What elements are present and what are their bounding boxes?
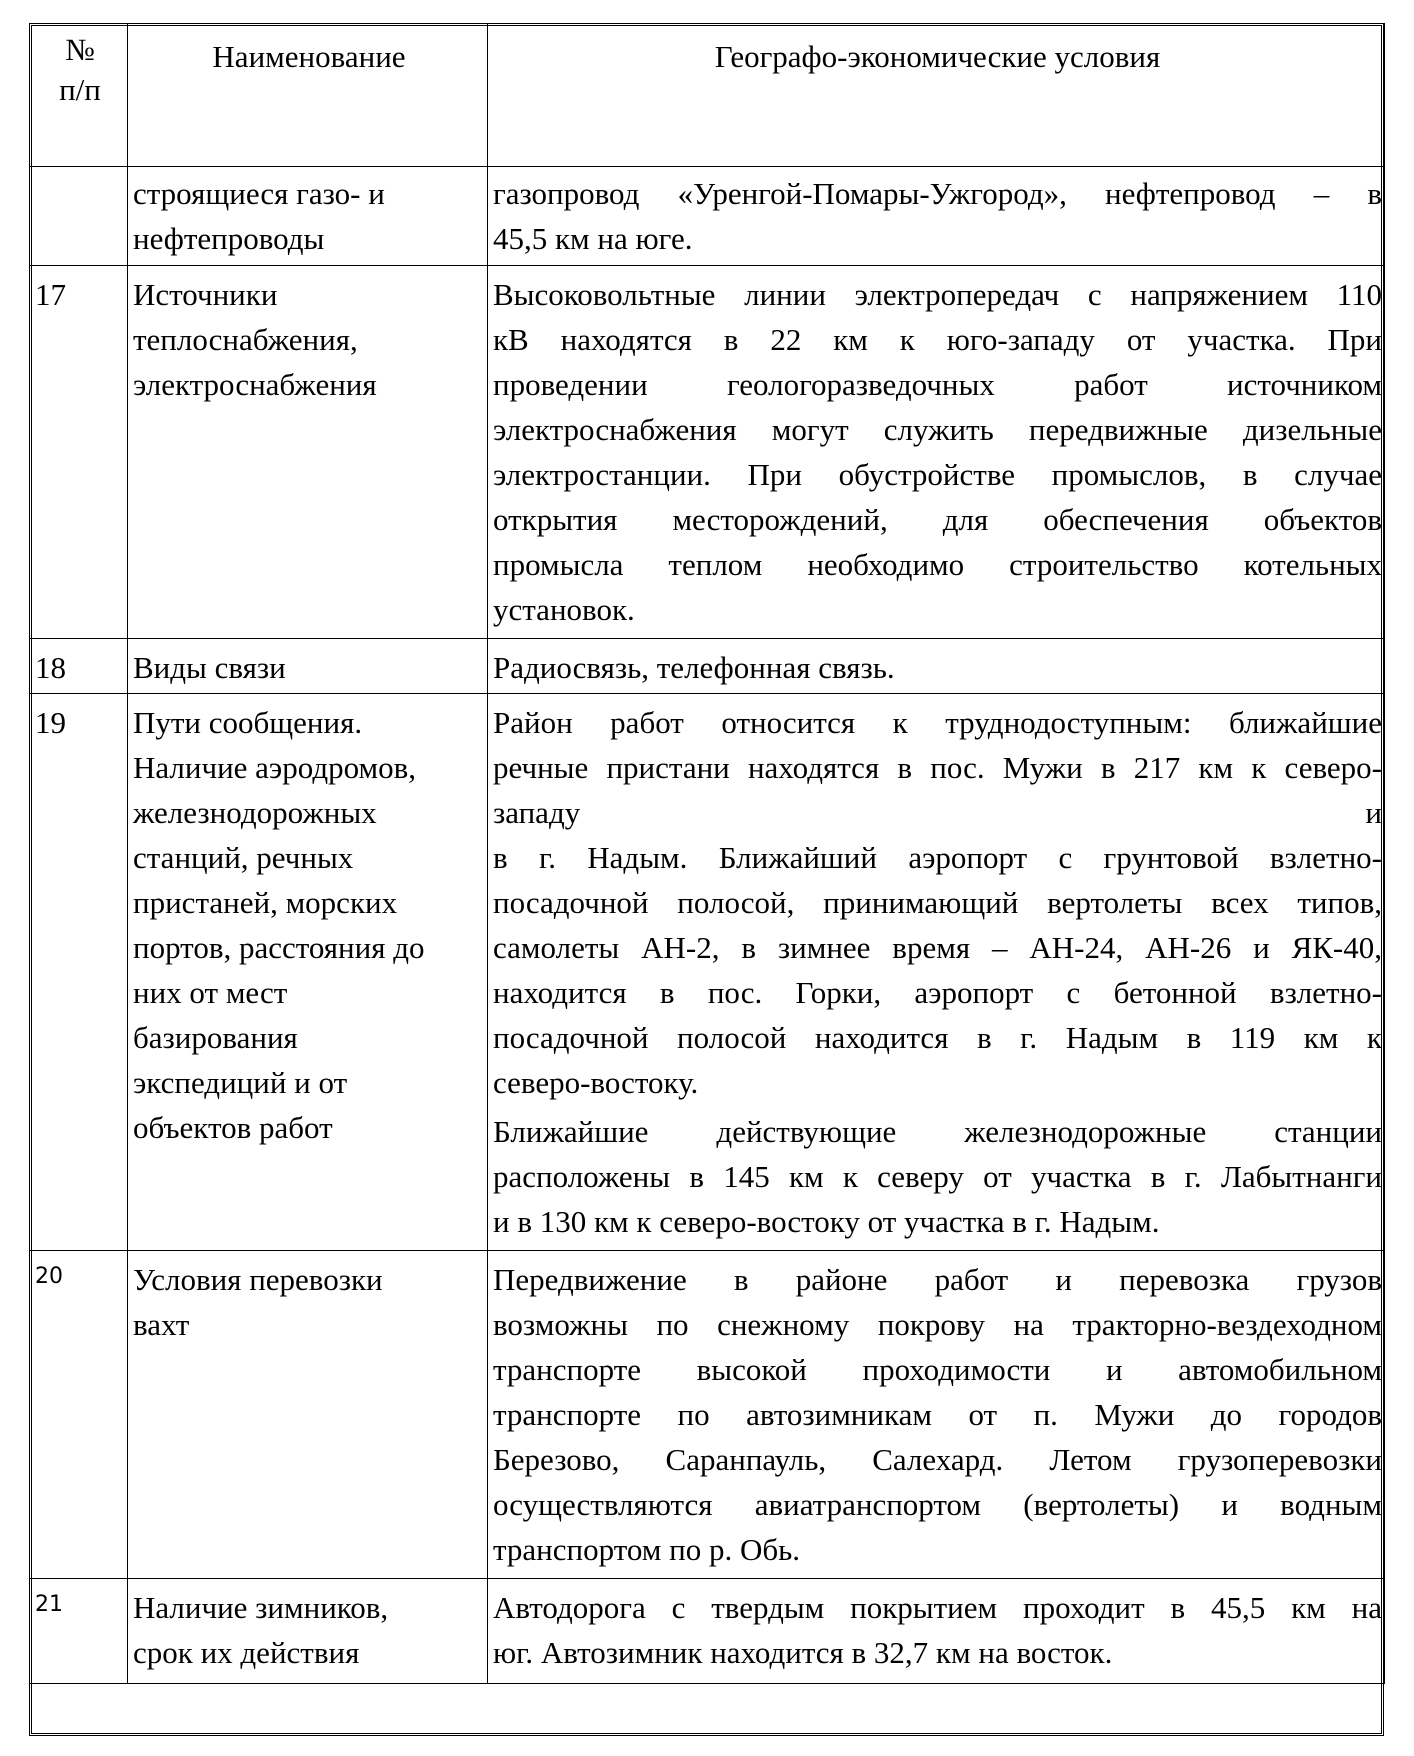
row-name-line: объектов работ [133, 1110, 333, 1145]
row-name-line: электроснабжения [133, 367, 377, 402]
conditions-line: электростанции. При обустройстве промыслов, в случае [493, 457, 1382, 492]
row-number: 21 [30, 1579, 128, 1684]
row-number [30, 167, 128, 266]
table-row [30, 266, 1385, 639]
conditions-line: речные пристани находятся в пос. Мужи в 217 км к северо- [493, 750, 1382, 785]
row-name [128, 167, 488, 266]
row-name [128, 266, 488, 639]
conditions-line: газопровод «Уренгой-Помары-Ужгород», нефтепровод – в [493, 176, 1382, 211]
conditions-line: транспортом по р. Обь. [493, 1532, 801, 1567]
row-name-line: строящиеся газо- и [133, 176, 385, 211]
row-conditions [488, 1579, 1385, 1684]
conditions-line: западу и [493, 795, 1382, 830]
row-name-line: пристаней, морских [133, 885, 398, 920]
conditions-line: транспорте высокой проходимости и автомобильном [493, 1352, 1382, 1387]
conditions-table [29, 23, 1385, 1684]
conditions-line: расположены в 145 км к северу от участка в г. Лабытнанги [493, 1159, 1382, 1194]
table-row [30, 167, 1385, 266]
header-conditions: Географо-экономические условия [488, 24, 1385, 167]
row-name-line: железнодорожных [133, 795, 377, 830]
conditions-line: и в 130 км к северо-востоку от участка в г. Надым. [493, 1204, 1160, 1239]
header-number-symbol: № [65, 32, 95, 67]
table-row [30, 1251, 1385, 1579]
header-number-abbr: п/п [59, 72, 101, 107]
row-name [128, 1251, 488, 1579]
conditions-line: юг. Автозимник находится в 32,7 км на восток. [493, 1635, 1113, 1670]
row-conditions [488, 639, 1385, 694]
conditions-line: Автодорога с твердым покрытием проходит в 45,5 км на [493, 1590, 1382, 1625]
conditions-line: проведении геологоразведочных работ источником [493, 367, 1382, 402]
row-number: 19 [30, 694, 128, 1251]
conditions-line: возможны по снежному покрову на тракторно-вездеходном [493, 1307, 1382, 1342]
row-conditions [488, 167, 1385, 266]
header-name: Наименование [128, 24, 488, 167]
conditions-line: 45,5 км на юге. [493, 221, 693, 256]
row-name-line: нефтепроводы [133, 221, 325, 256]
conditions-line: самолеты АН-2, в зимнее время – АН-24, АН-26 и ЯК-40, [493, 930, 1382, 965]
row-conditions [488, 266, 1385, 639]
row-name-line: вахт [133, 1307, 190, 1342]
row-name-line: Пути сообщения. [133, 705, 363, 740]
row-conditions [488, 694, 1385, 1251]
row-name [128, 1579, 488, 1684]
conditions-line: Район работ относится к труднодоступным: ближайшие [493, 705, 1382, 740]
row-name-line: Виды связи [133, 650, 286, 685]
conditions-line: северо-востоку. [493, 1065, 699, 1100]
conditions-line: осуществляются авиатранспортом (вертолеты) и водным [493, 1487, 1382, 1522]
row-name-line: Источники [133, 277, 278, 312]
row-name-line: теплоснабжения, [133, 322, 358, 357]
row-name-line: срок их действия [133, 1635, 360, 1670]
row-name [128, 639, 488, 694]
table-header-row [30, 24, 1385, 167]
row-name-line: Наличие зимников, [133, 1590, 389, 1625]
conditions-line: Передвижение в районе работ и перевозка грузов [493, 1262, 1382, 1297]
conditions-line: кВ находятся в 22 км к юго-западу от участка. При [493, 322, 1382, 357]
conditions-line: Березово, Саранпауль, Салехард. Летом грузоперевозки [493, 1442, 1382, 1477]
conditions-line: в г. Надым. Ближайший аэропорт с грунтовой взлетно- [493, 840, 1382, 875]
header-number [30, 24, 128, 167]
row-name-line: портов, расстояния до [133, 930, 425, 965]
conditions-line: транспорте по автозимникам от п. Мужи до городов [493, 1397, 1382, 1432]
row-name [128, 694, 488, 1251]
row-name-line: базирования [133, 1020, 298, 1055]
conditions-line: Высоковольтные линии электропередач с напряжением 110 [493, 277, 1382, 312]
conditions-line: посадочной полосой, принимающий вертолеты всех типов, [493, 885, 1382, 920]
row-name-line: экспедиций и от [133, 1065, 348, 1100]
row-conditions [488, 1251, 1385, 1579]
row-number: 17 [30, 266, 128, 639]
conditions-line: Ближайшие действующие железнодорожные станции [493, 1114, 1382, 1149]
row-name-line: Условия перевозки [133, 1262, 383, 1297]
conditions-line: Радиосвязь, телефонная связь. [493, 650, 895, 685]
row-name-line: станций, речных [133, 840, 354, 875]
table-row [30, 694, 1385, 1251]
row-number: 20 [30, 1251, 128, 1579]
conditions-line: электроснабжения могут служить передвижные дизельные [493, 412, 1382, 447]
conditions-line: открытия месторождений, для обеспечения объектов [493, 502, 1382, 537]
conditions-line: установок. [493, 592, 635, 627]
table-row [30, 639, 1385, 694]
conditions-line: находится в пос. Горки, аэропорт с бетонной взлетно- [493, 975, 1382, 1010]
row-name-line: Наличие аэродромов, [133, 750, 417, 785]
row-name-line: них от мест [133, 975, 288, 1010]
table-row [30, 1579, 1385, 1684]
row-number: 18 [30, 639, 128, 694]
conditions-line: промысла теплом необходимо строительство котельных [493, 547, 1382, 582]
conditions-line: посадочной полосой находится в г. Надым в 119 км к [493, 1020, 1382, 1055]
